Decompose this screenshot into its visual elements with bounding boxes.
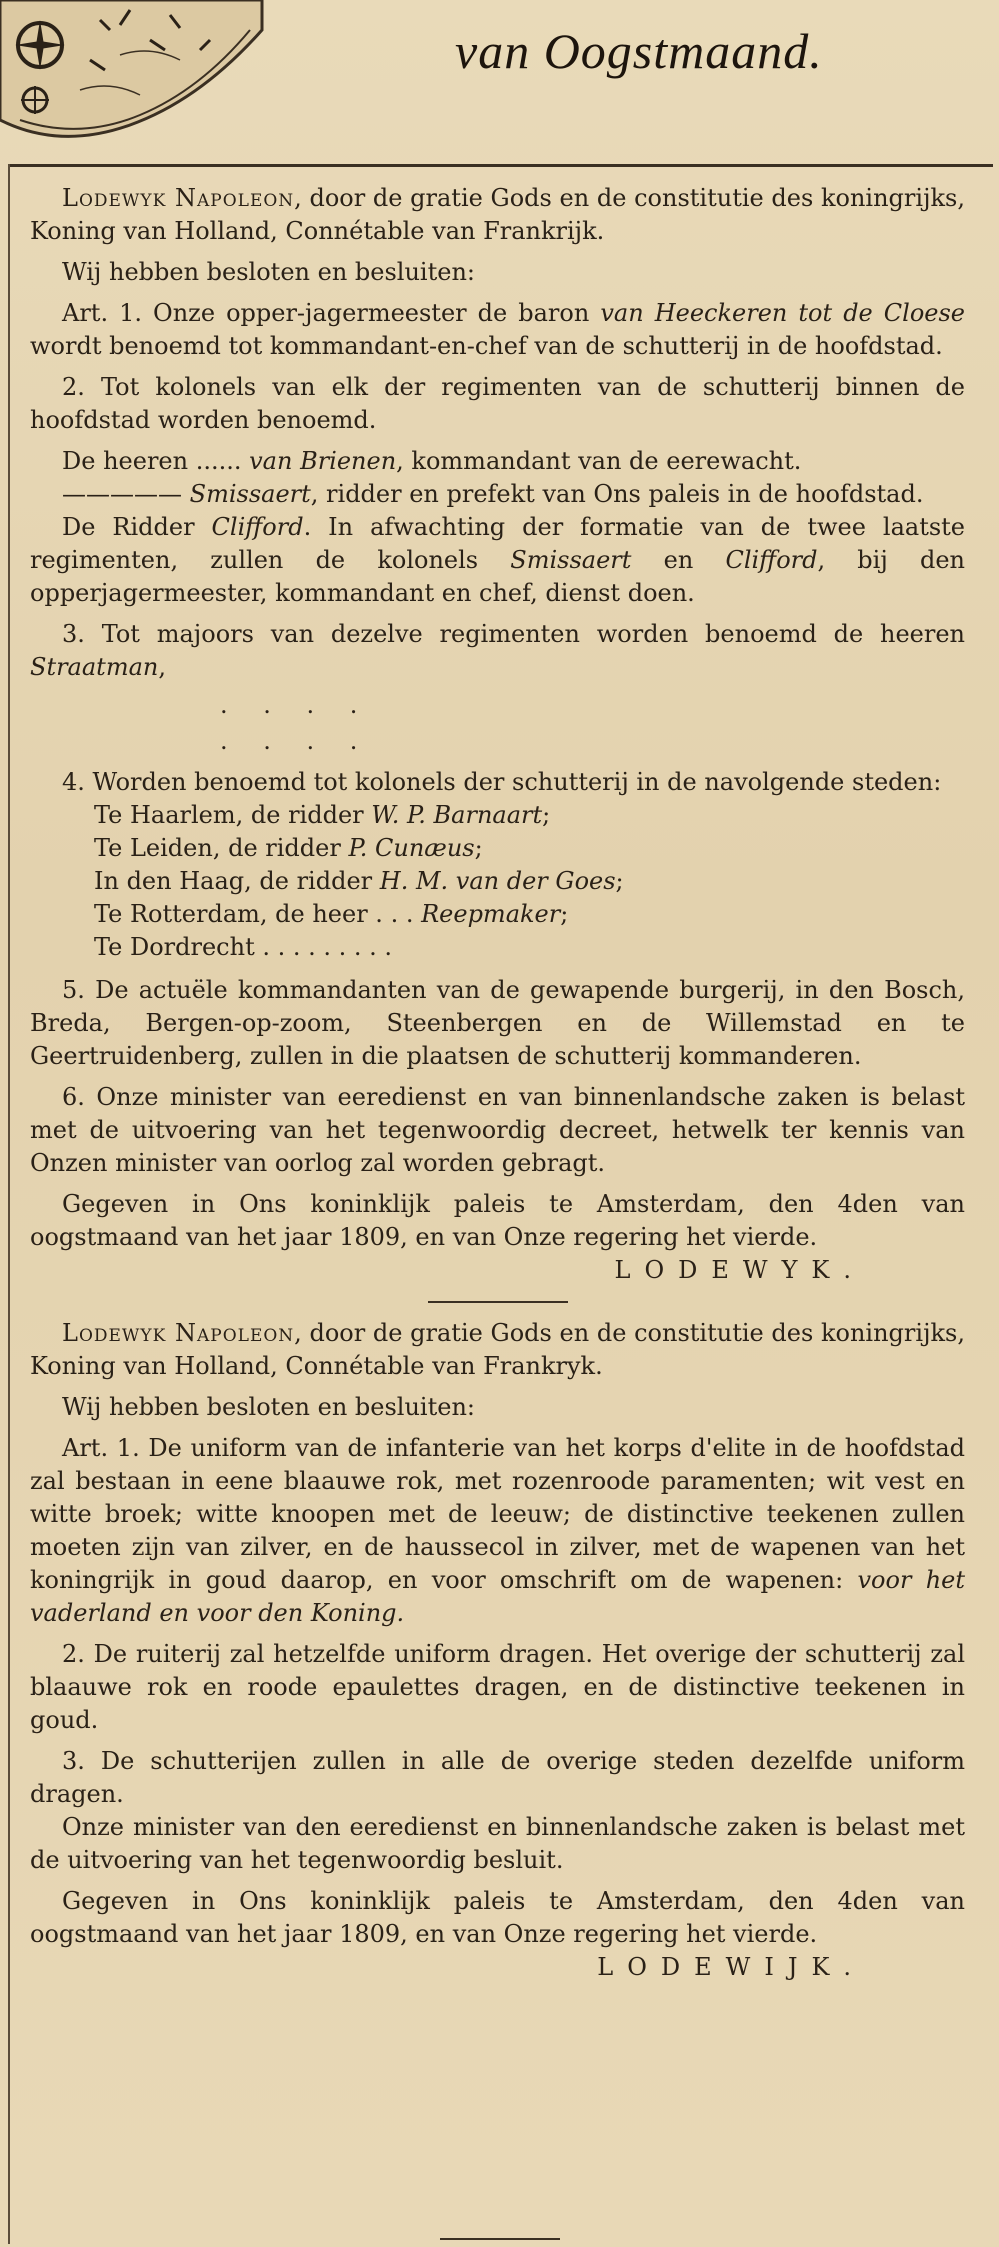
city-line: In den Haag, de ridder H. M. van der Goes; xyxy=(94,867,624,895)
king-name: Lodewyk Napoleon xyxy=(62,184,295,212)
decree1-art6: 6. Onze minister van eeredienst en van binnenlandsche zaken is belast met de uitvoering van het tegenwoordig decreet, hetwelk ter kennis van Onzen minister van oorlog zal worden gebragt. xyxy=(30,1083,965,1177)
decree1-art3: 3. Tot majoors van dezelve regimenten worden benoemd de heeren Straatman, xyxy=(30,620,965,681)
decree1-art4: 4. Worden benoemd tot kolonels der schutterij in de navolgende steden: xyxy=(62,768,942,796)
city-line: Te Dordrecht . . . . . . . . . xyxy=(94,933,393,961)
decree2-given: Gegeven in Ons koninklijk paleis te Amsterdam, den 4den van oogstmaand van het jaar 1809, en van Onze regering het vierde. xyxy=(30,1887,965,1948)
decree2-art2: 2. De ruiterij zal hetzelfde uniform dragen. Het overige der schutterij zal blaauwe rok en roode epaulettes dragen, en de distinctive teekenen in goud. xyxy=(30,1640,965,1734)
king-name: Lodewyk Napoleon xyxy=(62,1319,295,1347)
decree2-art1: Art. 1. De uniform van de infanterie van het korps d'elite in de hoofdstad zal bestaan in eene blaauwe rok, met rozenroode paramenten; wit vest en witte broek; witte knoopen met de leeuw; de distinctive teekenen zullen moeten zijn van zilver, en de haussecol in zilver, met de wapenen van het koningrijk in goud daarop, en voor omschrift om de wapenen: voor het vaderland en voor den Koning. xyxy=(30,1434,966,1627)
decree2-minister: Onze minister van den eeredienst en binnenlandsche zaken is belast met de uitvoering van het tegenwoordig besluit. xyxy=(30,1813,965,1874)
decree1-art2-line1: De heeren ...... van Brienen, kommandant van de eerewacht. xyxy=(62,447,802,475)
column-rule xyxy=(8,164,10,2244)
bottom-rule xyxy=(440,2238,560,2240)
ellipsis-row: . . . . xyxy=(220,691,372,719)
decree1-given: Gegeven in Ons koninklijk paleis te Amsterdam, den 4den van oogstmaand van het jaar 1809, en van Onze regering het vierde. xyxy=(30,1190,965,1251)
decree1-intro: Lodewyk Napoleon, door de gratie Gods en de constitutie des koningrijks, Koning van Holland, Connétable van Frankrijk. xyxy=(30,184,965,245)
decree2-resolve: Wij hebben besloten en besluiten: xyxy=(62,1393,475,1421)
decree1-art2-line2: ————— Smissaert, ridder en prefekt van Ons paleis in de hoofdstad. xyxy=(62,480,924,508)
city-line: Te Rotterdam, de heer . . . Reepmaker; xyxy=(94,900,569,928)
top-rule xyxy=(8,164,993,167)
decree1-resolve: Wij hebben besloten en besluiten: xyxy=(62,258,475,286)
decree1-art2-line3: De Ridder Clifford. In afwachting der formatie van de twee laatste regimenten, zullen de kolonels Smissaert en Clifford, bij den opperjagermeester, kommandant en chef, dienst doen. xyxy=(30,513,965,607)
map-ornament-icon xyxy=(0,0,270,150)
decree2-signature: LODEWIJK. xyxy=(597,1953,865,1981)
decree1-signature: LODEWYK. xyxy=(614,1256,865,1284)
header-title: van Oogstmaand. xyxy=(455,23,823,79)
decree2-art3: 3. De schutterijen zullen in alle de overige steden dezelfde uniform dragen. xyxy=(30,1747,965,1808)
city-line: Te Haarlem, de ridder W. P. Barnaart; xyxy=(94,801,551,829)
article-column xyxy=(30,182,965,1992)
decree1-art2: 2. Tot kolonels van elk der regimenten van de schutterij binnen de hoofdstad worden benoemd. xyxy=(30,373,965,434)
ellipsis-row: . . . . xyxy=(220,727,372,755)
section-divider xyxy=(428,1301,568,1303)
decree2-intro: Lodewyk Napoleon, door de gratie Gods en de constitutie des koningrijks, Koning van Holland, Connétable van Frankryk. xyxy=(30,1319,965,1380)
decree1-art5: 5. De actuële kommandanten van de gewapende burgerij, in den Bosch, Breda, Bergen-op-zoom, Steenbergen en de Willemstad en te Geertruidenberg, zullen in die plaatsen de schutterij kommanderen. xyxy=(30,976,965,1070)
decree1-art1: Art. 1. Onze opper-jagermeester de baron van Heeckeren tot de Cloese wordt benoemd tot kommandant-en-chef van de schutterij in de hoofdstad. xyxy=(30,299,966,360)
city-line: Te Leiden, de ridder P. Cunæus; xyxy=(94,834,483,862)
